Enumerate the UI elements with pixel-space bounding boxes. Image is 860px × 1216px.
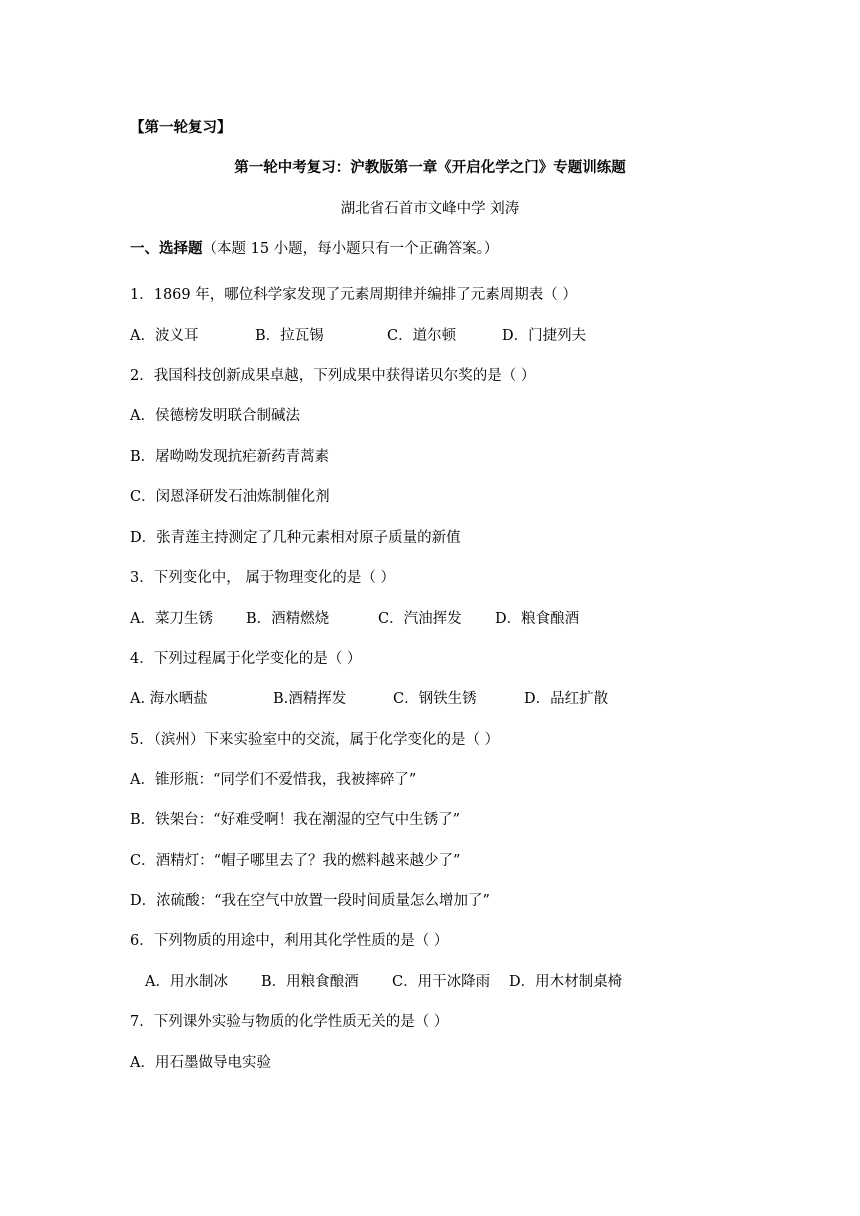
section-label: 一、选择题 [130,240,203,257]
question-3-stem: 3．下列变化中， 属于物理变化的是（ ） [130,570,395,586]
question-4-option-c: C．钢铁生锈 [393,691,477,707]
question-1-stem: 1．1869 年，哪位科学家发现了元素周期律并编排了元素周期表（ ） [130,287,577,303]
question-2-option-c: C．闵恩泽研发石油炼制催化剂 [130,489,330,505]
question-5-option-b: B．铁架台：“好难受啊！我在潮湿的空气中生锈了” [130,812,460,828]
question-1-option-a: A．波义耳 [130,328,199,344]
question-1-option-c: C．道尔顿 [387,328,457,344]
section-heading [130,239,498,259]
question-2-option-b: B．屠呦呦发现抗疟新药青蒿素 [130,449,330,465]
question-3-option-a: A．菜刀生锈 [130,611,213,627]
document-title: 第一轮中考复习：沪教版第一章《开启化学之门》专题训练题 [234,159,626,176]
question-4-option-d: D．品红扩散 [524,691,609,707]
author-line: 湖北省石首市文峰中学 刘涛 [340,201,520,217]
question-4-option-b: B.酒精挥发 [273,691,347,707]
question-7-option-a: A．用石墨做导电实验 [130,1055,271,1071]
question-6-option-b: B．用粮食酿酒 [261,974,359,990]
question-3-option-c: C．汽油挥发 [378,611,462,627]
question-6-option-a: A．用水制冰 [145,974,228,990]
question-5-option-a: A．锥形瓶：“同学们不爱惜我，我被摔碎了” [130,772,417,788]
question-6-option-c: C．用干冰降雨 [392,974,491,990]
question-2-stem: 2．我国科技创新成果卓越，下列成果中获得诺贝尔奖的是（ ） [130,368,536,384]
question-4-stem: 4．下列过程属于化学变化的是（ ） [130,651,362,667]
question-4-option-a: A. 海水晒盐 [130,691,208,707]
question-6-stem: 6．下列物质的用途中，利用其化学性质的是（ ） [130,933,449,949]
question-7-stem: 7．下列课外实验与物质的化学性质无关的是（ ） [130,1014,449,1030]
question-5-stem: 5．（滨州）下来实验室中的交流，属于化学变化的是（ ） [130,732,500,748]
section-note: （本题 15 小题，每小题只有一个正确答案。） [202,241,499,257]
question-2-option-d: D．张青莲主持测定了几种元素相对原子质量的新值 [130,530,461,546]
review-tag: 【第一轮复习】 [130,119,232,136]
question-1-option-d: D．门捷列夫 [502,328,587,344]
question-6-option-d: D．用木材制桌椅 [509,974,623,990]
question-3-option-d: D．粮食酿酒 [495,611,580,627]
question-3-option-b: B．酒精燃烧 [246,611,330,627]
question-2-option-a: A．侯德榜发明联合制碱法 [130,408,300,424]
question-5-option-d: D．浓硫酸：“我在空气中放置一段时间质量怎么增加了” [130,893,490,909]
question-5-option-c: C．酒精灯：“帽子哪里去了？我的燃料越来越少了” [130,853,461,869]
question-1-option-b: B．拉瓦锡 [255,328,324,344]
